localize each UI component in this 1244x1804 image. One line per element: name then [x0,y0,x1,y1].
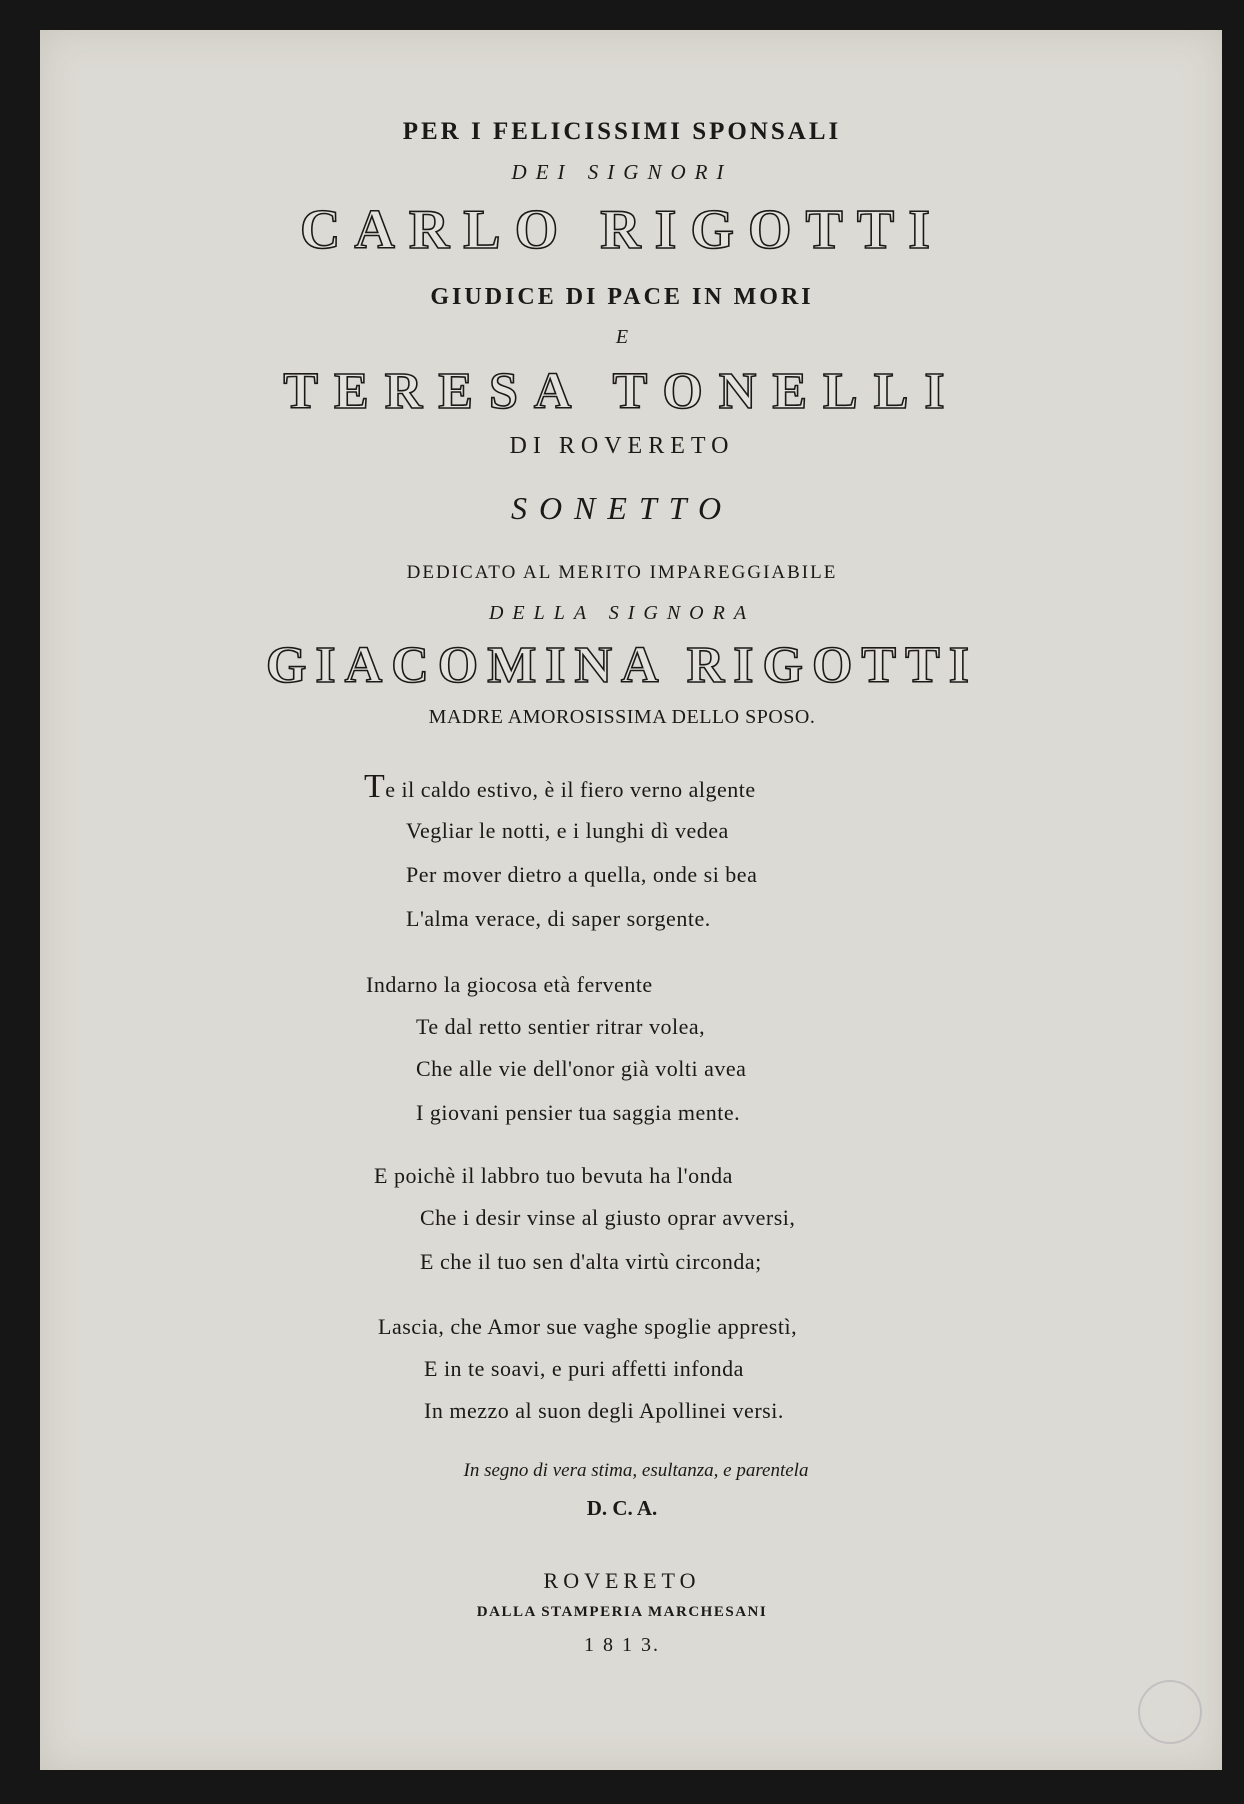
heading-line-2: DEI SIGNORI [511,160,733,184]
library-stamp [1138,1680,1202,1744]
verse-line: E in te soavi, e puri affetti infonda [424,1356,744,1381]
drop-cap: T [364,768,386,805]
verse-line: Che i desir vinse al giusto oprar avversi, [420,1205,796,1230]
verse-line: Te dal retto sentier ritrar volea, [416,1014,706,1039]
verse-line: I giovani pensier tua saggia mente. [416,1100,741,1125]
dedication-line: DEDICATO AL MERITO IMPAREGGIABILE [406,562,838,583]
verse-line: In mezzo al suon degli Apollinei versi. [424,1398,784,1423]
genre-title: SONETTO [510,490,734,526]
verse-line: Per mover dietro a quella, onde si bea [406,862,758,887]
signoff-dedication: In segno di vera stima, esultanza, e parentela [463,1460,809,1481]
verse-line [364,768,756,806]
heading-line-1: PER I FELICISSIMI SPONSALI [402,118,842,145]
verse-line: E che il tuo sen d'alta virtù circonda; [420,1249,762,1274]
groom-title: GIUDICE DI PACE IN MORI [430,284,814,310]
verse-line: Lascia, che Amor sue vaghe spoglie apprestì, [378,1314,798,1339]
verse-text: e il caldo estivo, è il fiero verno algente [385,777,756,802]
verse-line: Che alle vie dell'onor già volti avea [416,1056,747,1081]
imprint-printer: DALLA STAMPERIA MARCHESANI [476,1604,768,1620]
groom-name: CARLO RIGOTTI [299,199,945,261]
conjunction: E [615,326,629,348]
verse-line: E poichè il labbro tuo bevuta ha l'onda [374,1163,733,1188]
signoff-initials: D. C. A. [586,1496,658,1520]
verse-line: Vegliar le notti, e i lunghi dì vedea [406,818,729,843]
imprint-city: ROVERETO [543,1568,701,1593]
imprint-year: 1 8 1 3. [584,1634,660,1656]
dedication-line-2: DELLA SIGNORA [488,602,756,624]
bride-name: TERESA TONELLI [283,363,961,420]
verse-line: Indarno la giocosa età fervente [366,972,653,997]
dedicatee-name: GIACOMINA RIGOTTI [265,637,979,694]
bride-origin: DI ROVERETO [509,433,735,459]
verse-line: L'alma verace, di saper sorgente. [406,906,711,931]
dedicatee-title: MADRE AMOROSISSIMA DELLO SPOSO. [428,706,816,728]
